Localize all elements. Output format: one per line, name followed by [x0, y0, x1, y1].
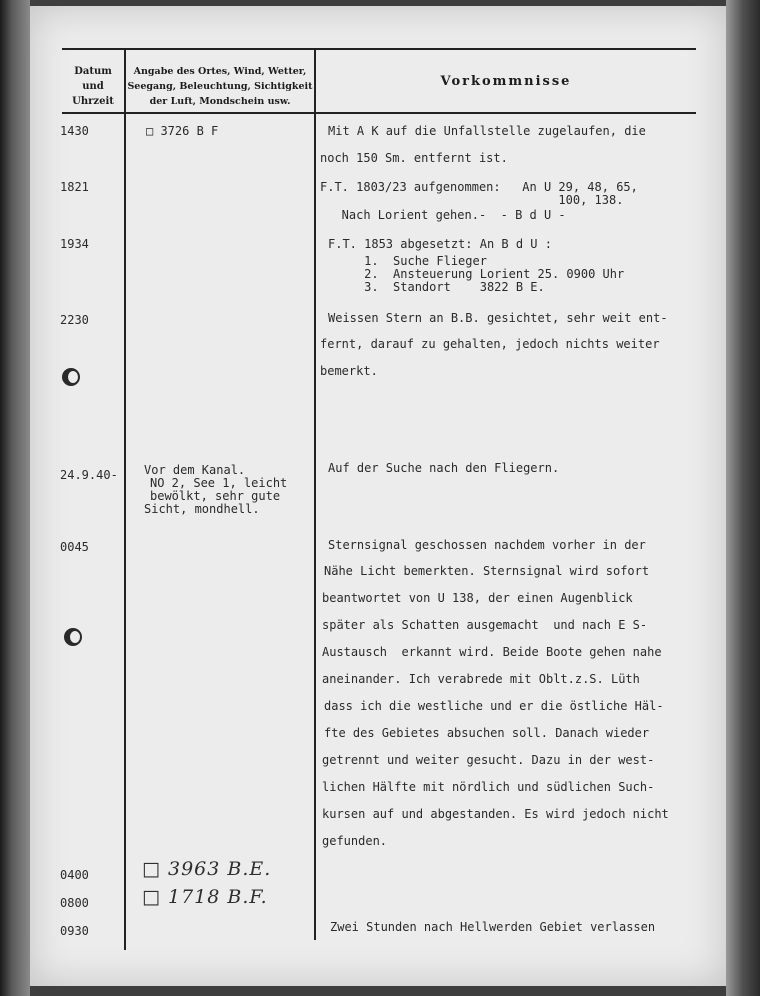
- entry-text-line: 1. Suche Flieger: [328, 254, 487, 268]
- entry-time: 1934: [60, 237, 89, 251]
- entry-place-block: [144, 464, 287, 516]
- header-datum: [62, 64, 124, 109]
- entry-text-line: Nach Lorient gehen.- - B d U -: [320, 208, 566, 222]
- entry-place-line: Vor dem Kanal.: [144, 463, 246, 477]
- entry-text-line: fte des Gebietes absuchen soll. Danach wieder: [324, 726, 650, 740]
- handwritten-position: □ 3963 B.E.: [142, 858, 272, 880]
- moon-symbol: [64, 628, 82, 646]
- column-rule-2: [314, 50, 316, 940]
- entry-text-line: 100, 138.: [320, 193, 624, 207]
- entry-text-line: bemerkt.: [320, 364, 378, 378]
- entry-place-line: Sicht, mondhell.: [144, 502, 260, 516]
- logbook-page: [30, 6, 726, 986]
- entry-text-line: Auf der Suche nach den Fliegern.: [328, 461, 560, 475]
- header-vorkommnisse: Vorkommnisse: [440, 74, 572, 89]
- header-angabe-line: der Luft, Mondschein usw.: [149, 96, 291, 107]
- entry-text-line: noch 150 Sm. entfernt ist.: [320, 151, 508, 165]
- entry-time: 1430: [60, 124, 89, 138]
- entry-time: 2230: [60, 313, 89, 327]
- entry-text-line: dass ich die westliche und er die östliche Häl-: [324, 699, 664, 713]
- entry-text-line: Sternsignal geschossen nachdem vorher in der: [328, 538, 646, 552]
- entry-text-line: später als Schatten ausgemacht und nach E S-: [322, 618, 648, 632]
- moon-symbol: [62, 368, 80, 386]
- scan-edge-right: [726, 0, 760, 996]
- entry-text-line: lichen Hälfte mit nördlich und südlichen Such-: [322, 780, 655, 794]
- scan-edge-left: [0, 0, 30, 996]
- entry-time: 0045: [60, 540, 89, 554]
- entry-time: 0800: [60, 896, 89, 910]
- entry-text-line: 3. Standort 3822 B E.: [328, 280, 545, 294]
- header-datum-line: Uhrzeit: [72, 96, 114, 107]
- entry-text-line: Mit A K auf die Unfallstelle zugelaufen, die: [328, 124, 646, 138]
- entry-time: 0930: [60, 924, 89, 938]
- entry-text-line: kursen auf und abgestanden. Es wird jedoch nicht: [322, 807, 669, 821]
- entry-text-line: F.T. 1803/23 aufgenommen: An U 29, 48, 65,: [320, 180, 638, 194]
- entry-text-line: Nähe Licht bemerkten. Sternsignal wird sofort: [324, 564, 650, 578]
- entry-text-line: Weissen Stern an B.B. gesichtet, sehr weit ent-: [328, 311, 668, 325]
- header-angabe: [126, 64, 314, 109]
- entry-text-line: F.T. 1853 abgesetzt: An B d U :: [328, 237, 552, 251]
- entry-text-line: Zwei Stunden nach Hellwerden Gebiet verlassen: [330, 920, 656, 934]
- entry-place: □ 3726 B F: [146, 124, 219, 138]
- header-angabe-line: Seegang, Beleuchtung, Sichtigkeit: [127, 81, 313, 92]
- header-datum-line: Datum: [74, 66, 112, 77]
- entry-text-line: Austausch erkannt wird. Beide Boote gehen nahe: [322, 645, 662, 659]
- entry-text-line: beantwortet von U 138, der einen Augenblick: [322, 591, 633, 605]
- header-top-rule: [62, 48, 696, 50]
- entry-text-line: fernt, darauf zu gehalten, jedoch nichts weiter: [320, 337, 660, 351]
- header-datum-line: und: [82, 81, 104, 92]
- entry-time: 1821: [60, 180, 89, 194]
- entry-text-line: 2. Ansteuerung Lorient 25. 0900 Uhr: [328, 267, 625, 281]
- entry-time: 24.9.40-: [60, 468, 118, 482]
- column-rule-1: [124, 50, 126, 950]
- entry-place-line: bewölkt, sehr gute: [150, 489, 281, 503]
- entry-time: 0400: [60, 868, 89, 882]
- handwritten-position: □ 1718 B.F.: [142, 886, 268, 908]
- header-angabe-line: Angabe des Ortes, Wind, Wetter,: [133, 66, 307, 77]
- entry-place-line: NO 2, See 1, leicht: [150, 476, 288, 490]
- header-bottom-rule: [62, 112, 696, 114]
- entry-text-line: getrennt und weiter gesucht. Dazu in der west-: [322, 753, 655, 767]
- entry-text-line: gefunden.: [322, 834, 388, 848]
- entry-text-line: aneinander. Ich verabrede mit Oblt.z.S. Lüth: [322, 672, 640, 686]
